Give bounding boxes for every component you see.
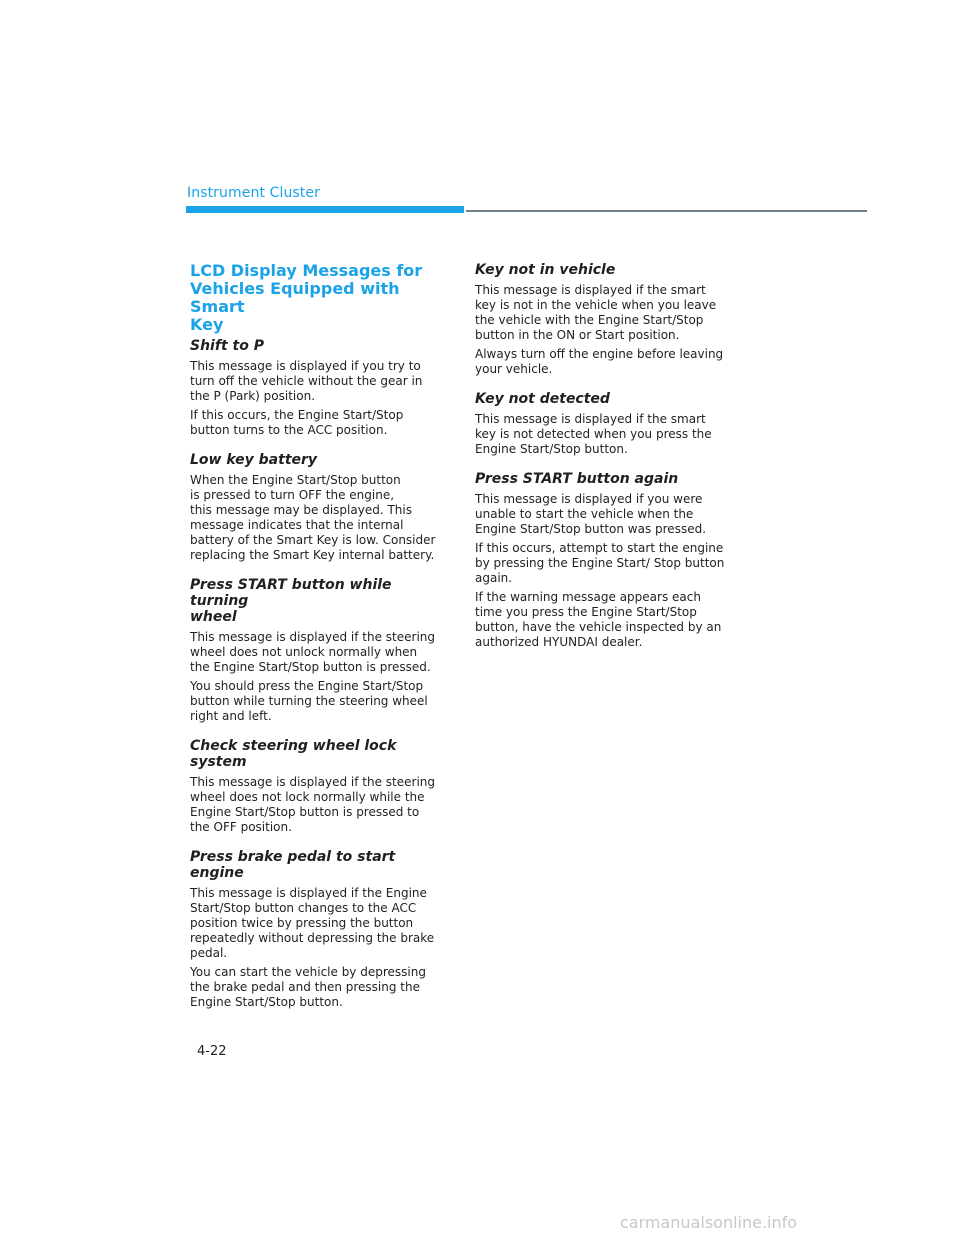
message-paragraph: If the warning message appears each time you press the Engine Start/Stop button, have the vehicle inspected by an authorized HYUNDAI dealer.	[475, 590, 722, 649]
message-block-shift-to-p	[190, 338, 452, 438]
message-title: Press brake pedal to start engine	[190, 849, 396, 881]
message-title: Check steering wheel lock system	[190, 738, 397, 770]
header-rule-accent	[186, 206, 464, 213]
page-number: 4-22	[197, 1044, 227, 1059]
message-paragraph: This message is displayed if the smart key is not detected when you press the Engine Start/Stop button.	[475, 412, 712, 456]
message-block-key-not-detected	[475, 391, 737, 457]
message-paragraph: Always turn off the engine before leaving your vehicle.	[475, 347, 724, 376]
right-column	[475, 262, 737, 664]
message-paragraph: When the Engine Start/Stop button is pressed to turn OFF the engine, this message may be displayed. This message indicates that the internal battery of the Smart Key is low. Consider replacing the Smart Key internal battery.	[190, 473, 436, 562]
message-block-press-start-turning-wheel	[190, 577, 452, 724]
message-block-check-steering-lock	[190, 738, 452, 835]
message-paragraph: This message is displayed if the smart key is not in the vehicle when you leave the vehicle with the Engine Start/Stop button in the ON or Start position.	[475, 283, 717, 342]
message-paragraph: You should press the Engine Start/Stop button while turning the steering wheel right and left.	[190, 679, 428, 723]
message-title: Key not detected	[475, 391, 610, 407]
watermark-link[interactable]: carmanualsonline.info	[620, 1213, 798, 1232]
message-title: Press START button while turning wheel	[190, 577, 392, 625]
message-paragraph: If this occurs, attempt to start the engine by pressing the Engine Start/ Stop button again.	[475, 541, 725, 585]
message-title: Press START button again	[475, 471, 679, 487]
message-paragraph: This message is displayed if the Engine Start/Stop button changes to the ACC position twice by pressing the button repeatedly without depressing the brake pedal.	[190, 886, 435, 960]
header-title: Instrument Cluster	[187, 185, 320, 201]
message-paragraph: You can start the vehicle by depressing the brake pedal and then pressing the Engine Start/Stop button.	[190, 965, 426, 1009]
message-paragraph: This message is displayed if you were unable to start the vehicle when the Engine Start/Stop button was pressed.	[475, 492, 707, 536]
message-title: Shift to P	[190, 338, 264, 354]
section-title: LCD Display Messages for Vehicles Equipped with Smart Key	[190, 261, 423, 334]
header-rule	[466, 210, 867, 212]
message-paragraph: If this occurs, the Engine Start/Stop button turns to the ACC position.	[190, 408, 404, 437]
message-title: Low key battery	[190, 452, 318, 468]
message-block-press-brake-pedal	[190, 849, 452, 1010]
message-title: Key not in vehicle	[475, 262, 616, 278]
message-paragraph: This message is displayed if the steering wheel does not unlock normally when the Engine Start/Stop button is pressed.	[190, 630, 435, 674]
left-column	[190, 262, 452, 1024]
message-block-low-key-battery	[190, 452, 452, 563]
message-block-key-not-in-vehicle	[475, 262, 737, 377]
message-paragraph: This message is displayed if the steering wheel does not lock normally while the Engine Start/Stop button is pressed to the OFF position.	[190, 775, 435, 834]
message-paragraph: This message is displayed if you try to turn off the vehicle without the gear in the P (Park) position.	[190, 359, 423, 403]
message-block-press-start-again	[475, 471, 737, 650]
